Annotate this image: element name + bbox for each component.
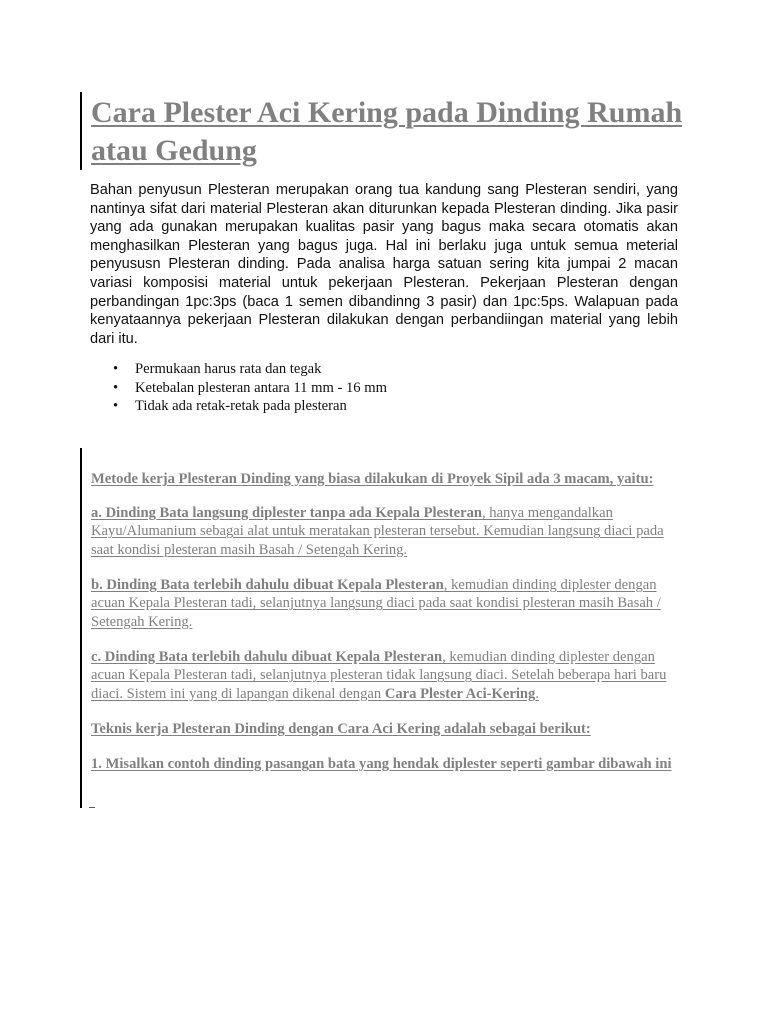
- method-b-text: , kemudian dinding diplester dengan acuan Kepala Plesteran tadi, selanjutnya langsung diaci pada saat kondisi plesteran masih Basah / Setengah Kering.: [91, 577, 661, 630]
- intro-paragraph: Bahan penyusun Plesteran merupakan orang tua kandung sang Plesteran sendiri, yang nantinya sifat dari material Plesteran akan diturunkan kepada Plesteran dinding. Jika pasir yang ada gunakan merupakan kualitas pasir yang bagus maka secara otomatis akan menghasilkan Plesteran yang bagus juga. Hal ini berlaku juga untuk semua meterial penyususn Plesteran dinding. Pada analisa harga satuan sering kita jumpai 2 macan variasi komposisi material untuk pekerjaan Plesteran. Pekerjaan Plesteran dengan perbandingan 1pc:3ps (baca 1 semen dibandinng 3 pasir) dan 1pc:5ps. Walapuan pada kenyataannya pekerjaan Plesteran dilakukan dengan perbandiingan material yang lebih dari itu.: [90, 182, 678, 347]
- technique-heading-text: Teknis kerja Plesteran Dinding dengan Cara Aci Kering adalah sebagai berikut:: [91, 721, 591, 737]
- method-b-paragraph: [91, 576, 683, 631]
- method-c-text: , kemudian dinding diplester dengan acuan Kepala Plesteran tadi, selanjutnya plesteran tidak langsung diaci. Setelah beberapa hari baru diaci. Sistem ini yang di lapangan dikenal dengan: [91, 649, 667, 702]
- list-item-text: Permukaan harus rata dan tegak: [135, 361, 322, 377]
- method-c-end: .: [535, 685, 539, 702]
- left-margin-bar: [80, 448, 82, 808]
- list-item-text: Ketebalan plesteran antara 11 mm - 16 mm: [135, 379, 387, 396]
- step-1-text: 1. Misalkan contoh dinding pasangan bata yang hendak diplester seperti gambar dibawah ini: [91, 756, 672, 772]
- list-item: [90, 397, 650, 416]
- method-c-title: c. Dinding Bata terlebih dahulu dibuat Kepala Plesteran: [91, 649, 443, 665]
- bullet-icon: •: [113, 398, 119, 414]
- left-margin-bar: [80, 92, 82, 170]
- list-item: [90, 379, 650, 398]
- method-a-paragraph: [91, 504, 683, 559]
- method-b-title: b. Dinding Bata terlebih dahulu dibuat Kepala Plesteran: [91, 577, 444, 593]
- list-item-text: Tidak ada retak-retak pada plesteran: [135, 398, 347, 414]
- page-title: Cara Plester Aci Kering pada Dinding Rumah atau Gedung: [91, 96, 683, 167]
- requirements-list: [90, 360, 650, 416]
- bullet-icon: •: [113, 379, 119, 396]
- method-a-text: , hanya mengandalkan Kayu/Alumanium sebagai alat untuk meratakan plesteran tersebut. Kemudian langsung diaci pada saat kondisi plesteran masih Basah / Setengah Kering.: [91, 505, 664, 558]
- method-c-term: Cara Plester Aci-Kering: [384, 685, 536, 702]
- technique-heading: [91, 720, 683, 738]
- method-a-title: a. Dinding Bata langsung diplester tanpa ada Kepala Plesteran: [91, 505, 482, 521]
- method-c-paragraph: [91, 648, 683, 703]
- methods-heading-text: Metode kerja Plesteran Dinding yang biasa dilakukan di Proyek Sipil ada 3 macam, yaitu:: [91, 471, 654, 487]
- divider: [89, 807, 95, 808]
- bullet-icon: •: [113, 361, 119, 377]
- step-1-paragraph: [91, 755, 683, 773]
- methods-heading: [91, 470, 683, 488]
- list-item: [90, 360, 650, 379]
